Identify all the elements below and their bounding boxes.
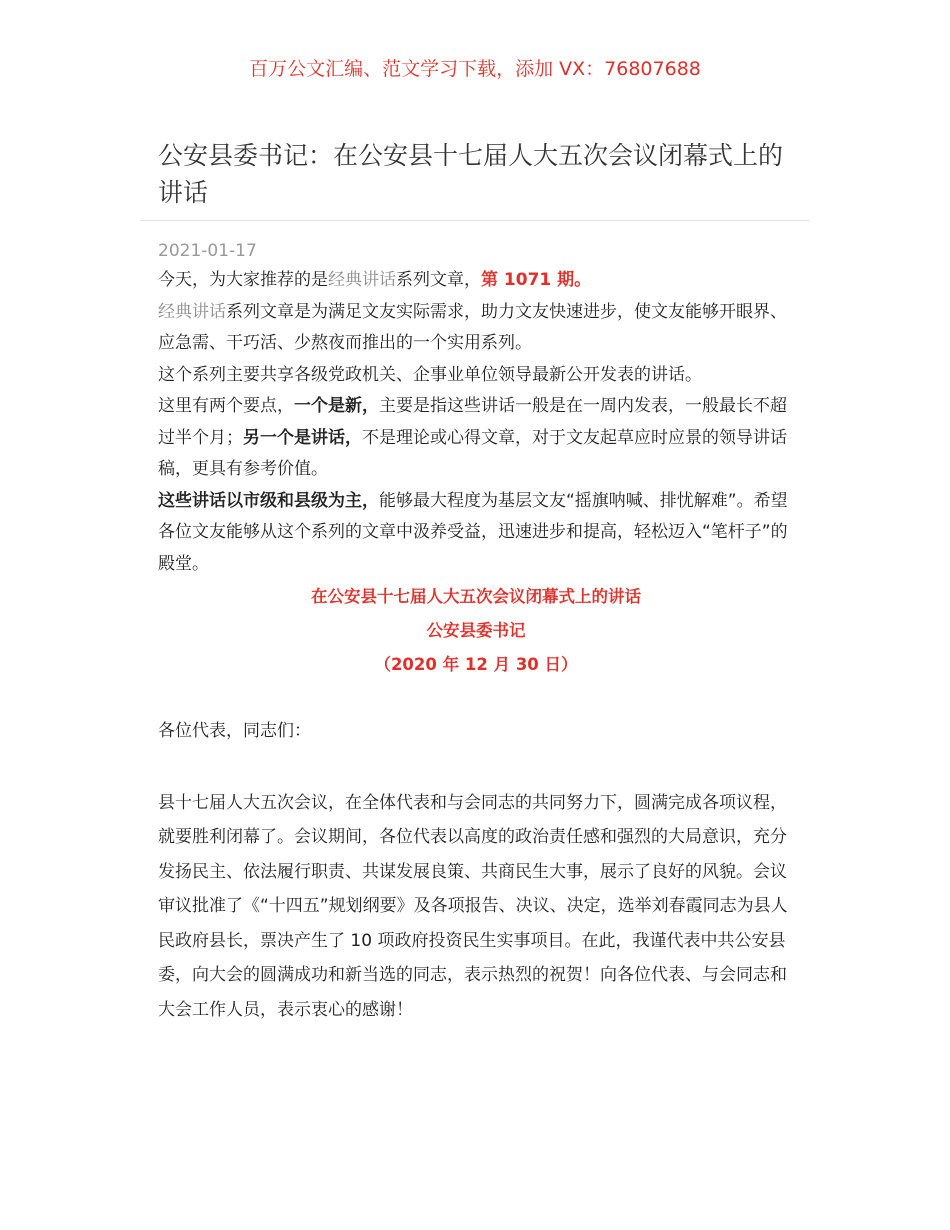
intro-paragraph-3: 这个系列主要共享各级党政机关、企事业单位领导最新公开发表的讲话。	[158, 364, 702, 385]
intro-text: 系列文章，	[396, 270, 481, 290]
promo-banner: 百万公文汇编、范文学习下载，添加 VX：76807688	[249, 58, 701, 80]
speech-date: （2020 年 12 月 30 日）	[374, 655, 578, 674]
intro-text: 不是理论或心得文章，对于文友起草应时应景的领导讲话稿，更具有参考价值。	[158, 427, 787, 479]
article-body	[158, 265, 794, 1027]
intro-text: 这里有两个要点，	[158, 396, 294, 416]
series-name: 经典讲话	[158, 301, 226, 322]
speech-speaker: 公安县委书记	[426, 621, 526, 640]
key-point-level: 这些讲话以市级和县级为主，	[158, 490, 379, 511]
speech-title: 在公安县十七届人大五次会议闭幕式上的讲话	[311, 587, 641, 606]
intro-text: 今天，为大家推荐的是	[158, 270, 328, 290]
publish-date: 2021-01-17	[158, 241, 257, 261]
intro-paragraph-1	[158, 265, 794, 297]
intro-text: 能够最大程度为基层文友“摇旗呐喊、排忧解难”。希望各位文友能够从这个系列的文章中汲养受益，迅速进步和提高，轻松迈入“笔杆子”的殿堂。	[158, 490, 788, 574]
intro-text: 主要是指这些讲话一般是在一周内发表，一般最长不超过半个月；	[158, 396, 787, 448]
key-point-new: 一个是新，	[294, 396, 379, 416]
intro-paragraph-4	[158, 391, 794, 486]
series-name: 经典讲话	[328, 270, 396, 290]
spacer	[158, 682, 794, 716]
intro-text: 系列文章是为满足文友实际需求，助力文友快速进步，使文友能够开眼界、应急需、干巧活、少熬夜而推出的一个实用系列。	[158, 301, 787, 353]
key-point-speech: 另一个是讲话，	[243, 427, 362, 448]
intro-paragraph-5	[158, 486, 794, 581]
spacer	[158, 748, 794, 782]
article-title: 公安县委书记：在公安县十七届人大五次会议闭幕式上的讲话	[158, 141, 784, 207]
speech-greeting: 各位代表，同志们：	[158, 721, 311, 741]
intro-paragraph-2	[158, 297, 794, 360]
issue-number: 第 1071 期。	[481, 270, 592, 290]
speech-body: 县十七届人大五次会议，在全体代表和与会同志的共同努力下，圆满完成各项议程，就要胜利闭幕了。会议期间，各位代表以高度的政治责任感和强烈的大局意识，充分发扬民主、依法履行职责、共谋发展良策、共商民生大事，展示了良好的风貌。会议审议批准了《“十四五”规划纲要》及各项报告、决议、决定，选举刘春霞同志为县人民政府县长，票决产生了 10 项政府投资民生实事项目。在此，我谨代表中共公安县委，向大会的圆满成功和新当选的同志，表示热烈的祝贺！向各位代表、与会同志和大会工作人员，表示衷心的感谢！	[158, 792, 788, 1020]
title-divider	[140, 220, 810, 221]
